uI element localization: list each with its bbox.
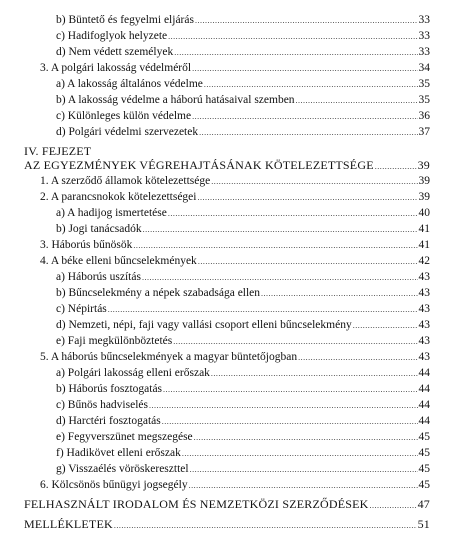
dot-leader <box>199 125 417 141</box>
toc-row <box>0 253 450 269</box>
toc-entry-label: 4. A béke elleni bűncselekmények <box>40 255 197 267</box>
toc-row <box>0 269 450 285</box>
toc-page-number: 47 <box>417 497 430 511</box>
toc-page-number: 43 <box>418 335 430 347</box>
toc-page-number: 41 <box>418 223 430 235</box>
toc-page-number: 43 <box>418 287 430 299</box>
toc-row <box>0 44 450 60</box>
toc-row <box>0 108 450 124</box>
toc-page-number: 42 <box>418 255 430 267</box>
toc-row <box>0 12 450 28</box>
toc-entry <box>56 301 430 318</box>
toc-entry-label: e) Fegyverszünet megszegése <box>56 431 193 443</box>
toc-entry <box>56 413 430 430</box>
toc-entry-label: d) Nemzeti, népi, faji vagy vallási csoport elleni bűncselekmény <box>56 319 352 331</box>
dot-leader <box>353 318 418 334</box>
toc-page-number: 36 <box>418 110 430 122</box>
dot-leader <box>174 45 417 61</box>
toc-entry-label: a) A hadijog ismertetése <box>56 207 167 219</box>
dot-leader <box>192 61 417 77</box>
toc-entry <box>56 429 430 446</box>
toc-page-number: 33 <box>418 30 430 42</box>
toc-page-number: 44 <box>418 415 430 427</box>
toc-entry <box>56 397 430 414</box>
toc-page-number: 39 <box>418 191 430 203</box>
dot-leader <box>182 446 418 462</box>
dot-leader <box>211 174 417 190</box>
toc-row <box>0 477 450 493</box>
toc-page-number: 35 <box>418 78 430 90</box>
appendices-label: MELLÉKLETEK <box>24 517 113 531</box>
toc-entry <box>56 221 430 238</box>
toc-row <box>0 496 450 512</box>
toc-page-number: 41 <box>418 239 430 251</box>
toc-entry-label: 1. A szerződő államok kötelezettsége <box>40 175 211 187</box>
toc-row <box>0 92 450 108</box>
dot-leader <box>296 93 418 109</box>
toc-entry <box>56 365 430 382</box>
toc-entry <box>56 76 430 93</box>
toc-page-number: 40 <box>418 207 430 219</box>
dot-leader <box>298 350 417 366</box>
toc-entry <box>56 205 430 222</box>
toc-entry <box>56 445 430 462</box>
toc-row <box>0 28 450 44</box>
toc-page-number: 43 <box>418 319 430 331</box>
appendices-entry <box>24 516 430 534</box>
chapter-number: IV. FEJEZET <box>24 144 92 158</box>
toc-entry-label: a) Polgári lakosság elleni erőszak <box>56 367 210 379</box>
dot-leader <box>211 366 418 382</box>
toc-entry <box>56 317 430 334</box>
toc-entry-label: g) Visszaélés vöröskereszttel <box>56 463 189 475</box>
toc-row <box>0 173 450 189</box>
toc-row <box>0 445 450 461</box>
toc-row <box>0 205 450 221</box>
toc-entry-label: d) Nem védett személyek <box>56 46 174 58</box>
toc-entry <box>56 269 430 286</box>
toc-page-number: 45 <box>418 447 430 459</box>
toc-entry-label: 5. A háborús bűncselekmények a magyar büntetőjogban <box>40 351 298 363</box>
toc-entry-label: a) A lakosság általános védelme <box>56 78 203 90</box>
toc-page-number: 44 <box>418 367 430 379</box>
toc-entry-label: b) Büntető és fegyelmi eljárás <box>56 14 194 26</box>
toc-entry-label: 3. A polgári lakosság védelméről <box>40 62 192 74</box>
chapter-title: AZ EGYEZMÉNYEK VÉGREHAJTÁSÁNAK KÖTELEZETTSÉGE <box>24 158 374 172</box>
toc-entry-label: 2. A parancsnokok kötelezettségei <box>40 191 197 203</box>
toc-entry-label: c) Népirtás <box>56 303 107 315</box>
dot-leader <box>108 302 418 318</box>
toc-row <box>0 285 450 301</box>
toc-entry-label: b) Bűncselekmény a népek szabadsága ellen <box>56 287 261 299</box>
toc-entry <box>40 253 430 270</box>
toc-row <box>0 333 450 349</box>
toc-row <box>0 221 450 237</box>
toc-page-number: 45 <box>418 479 430 491</box>
toc-page-number: 33 <box>418 14 430 26</box>
toc-page-number: 34 <box>418 62 430 74</box>
toc-page-number: 39 <box>417 158 430 172</box>
toc-entry-label: 3. Háborús bűnösök <box>40 239 133 251</box>
toc-entry <box>56 108 430 125</box>
toc-page-number: 45 <box>418 431 430 443</box>
toc-entry <box>56 92 430 109</box>
toc-page-number: 39 <box>418 175 430 187</box>
toc-entry-label: b) Háborús fosztogatás <box>56 383 163 395</box>
dot-leader <box>370 498 417 514</box>
toc-page-number: 51 <box>417 517 430 531</box>
dot-leader <box>114 518 417 534</box>
toc-entry-label: e) Faji megkülönböztetés <box>56 335 173 347</box>
toc-page-number: 33 <box>418 46 430 58</box>
toc-entry-label: b) A lakosság védelme a háború hatásaival szemben <box>56 94 295 106</box>
toc-entry-label: b) Jogi tanácsadók <box>56 223 142 235</box>
toc-page-number: 45 <box>418 463 430 475</box>
toc-row <box>0 317 450 333</box>
toc-page-number: 43 <box>418 351 430 363</box>
dot-leader <box>197 190 417 206</box>
toc-page-number: 44 <box>418 399 430 411</box>
toc-row <box>0 397 450 413</box>
dot-leader <box>143 222 418 238</box>
dot-leader <box>261 286 417 302</box>
dot-leader <box>142 270 418 286</box>
bibliography-label: FELHASZNÁLT IRODALOM ÉS NEMZETKÖZI SZERZŐDÉSEK <box>24 497 369 511</box>
dot-leader <box>190 462 418 478</box>
toc-row <box>0 157 450 173</box>
toc-entry <box>56 28 430 45</box>
toc-entry <box>40 477 430 494</box>
toc-entry <box>56 381 430 398</box>
toc-entry <box>56 12 430 29</box>
toc-entry-label: 6. Kölcsönös bűnügyi jogsegély <box>40 479 188 491</box>
toc-page-number: 43 <box>418 271 430 283</box>
dot-leader <box>204 77 418 93</box>
toc-row <box>0 381 450 397</box>
dot-leader <box>149 398 418 414</box>
toc-row <box>0 349 450 365</box>
toc-page-number: 35 <box>418 94 430 106</box>
toc-row <box>0 76 450 92</box>
toc-entry-label: c) Hadifoglyok helyzete <box>56 30 168 42</box>
toc-row <box>0 237 450 253</box>
toc-row <box>0 301 450 317</box>
toc-row <box>0 365 450 381</box>
toc-row <box>0 189 450 205</box>
toc-row <box>0 413 450 429</box>
toc-entry-label: d) Harctéri fosztogatás <box>56 415 161 427</box>
toc-entry-label: c) Különleges külön védelme <box>56 110 192 122</box>
dot-leader <box>198 254 418 270</box>
toc-entry <box>40 173 430 190</box>
dot-leader <box>163 382 417 398</box>
toc-row <box>0 516 450 532</box>
toc-entry-label: a) Háborús uszítás <box>56 271 141 283</box>
dot-leader <box>168 29 417 45</box>
dot-leader <box>192 109 417 125</box>
toc-entry <box>56 333 430 350</box>
toc-page-number: 37 <box>418 126 430 138</box>
toc-entry-label: c) Bűnös hadviselés <box>56 399 148 411</box>
bibliography-entry <box>24 496 430 514</box>
toc-entry <box>56 461 430 478</box>
toc-entry <box>56 285 430 302</box>
dot-leader <box>173 334 417 350</box>
toc-entry <box>40 237 430 254</box>
toc-page-number: 44 <box>418 383 430 395</box>
toc-entry <box>40 189 430 206</box>
dot-leader <box>168 206 418 222</box>
dot-leader <box>195 13 418 29</box>
toc-entry <box>40 349 430 366</box>
toc-entry <box>56 44 430 61</box>
dot-leader <box>194 430 418 446</box>
toc-page-number: 43 <box>418 303 430 315</box>
toc-row <box>0 461 450 477</box>
dot-leader <box>162 414 418 430</box>
toc-row <box>0 429 450 445</box>
toc-entry <box>40 60 430 77</box>
toc-entry-label: d) Polgári védelmi szervezetek <box>56 126 199 138</box>
toc-entry-label: f) Hadikövet elleni erőszak <box>56 447 181 459</box>
toc-row <box>0 124 450 140</box>
dot-leader <box>133 238 417 254</box>
toc-entry <box>56 124 430 141</box>
toc-row <box>0 60 450 76</box>
dot-leader <box>189 478 418 494</box>
